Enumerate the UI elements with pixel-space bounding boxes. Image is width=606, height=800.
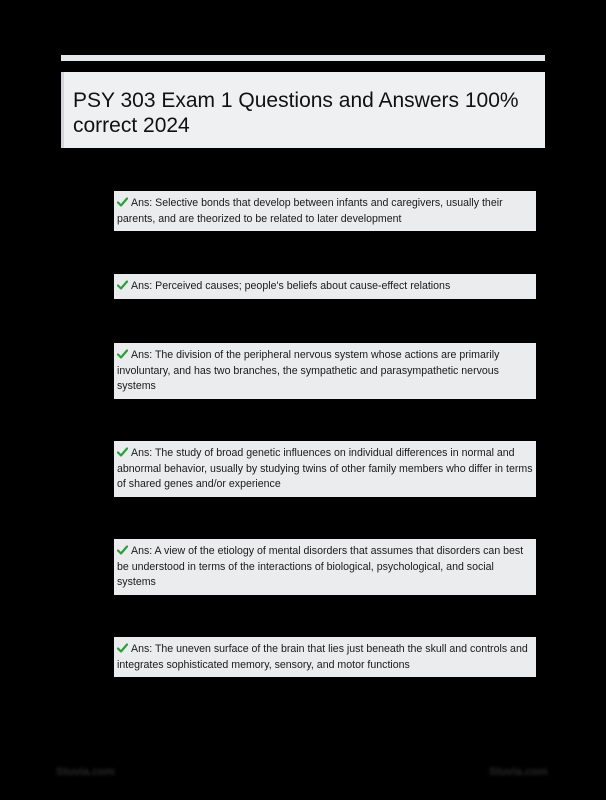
title-box: [61, 72, 545, 148]
answer-box: [114, 441, 536, 497]
answer-box: [114, 191, 536, 231]
answer-text: Ans: The uneven surface of the brain that lies just beneath the skull and controls and integrates sophisticated memory, sensory, and motor functions: [117, 643, 528, 671]
answer-text: Ans: The study of broad genetic influences on individual differences in normal and abnormal behavior, usually by studying twins of other family members who differ in terms of shared genes and/or experience: [117, 447, 533, 490]
page-title: PSY 303 Exam 1 Questions and Answers 100% correct 2024: [73, 89, 519, 137]
check-icon: [117, 197, 128, 207]
check-icon: [117, 643, 128, 653]
footer-watermark-right: Stuvia.com: [489, 766, 548, 778]
answer-box: [114, 343, 536, 399]
check-icon: [117, 545, 128, 555]
answer-box: [114, 274, 536, 299]
answer-text: Ans: Selective bonds that develop between infants and caregivers, usually their parents, and are theorized to be related to later development: [117, 197, 503, 225]
top-divider: [61, 55, 545, 61]
check-icon: [117, 447, 128, 457]
answer-box: [114, 539, 536, 595]
check-icon: [117, 280, 128, 290]
answer-text: Ans: The division of the peripheral nervous system whose actions are primarily involuntary, and has two branches, the sympathetic and parasympathetic nervous systems: [117, 349, 500, 392]
answer-text: Ans: A view of the etiology of mental disorders that assumes that disorders can best be understood in terms of the interactions of biological, psychological, and social systems: [117, 545, 524, 588]
answer-text: Ans: Perceived causes; people's beliefs about cause-effect relations: [131, 280, 451, 292]
check-icon: [117, 349, 128, 359]
footer-watermark-left: Stuvia.com: [56, 766, 115, 778]
answer-box: [114, 637, 536, 677]
